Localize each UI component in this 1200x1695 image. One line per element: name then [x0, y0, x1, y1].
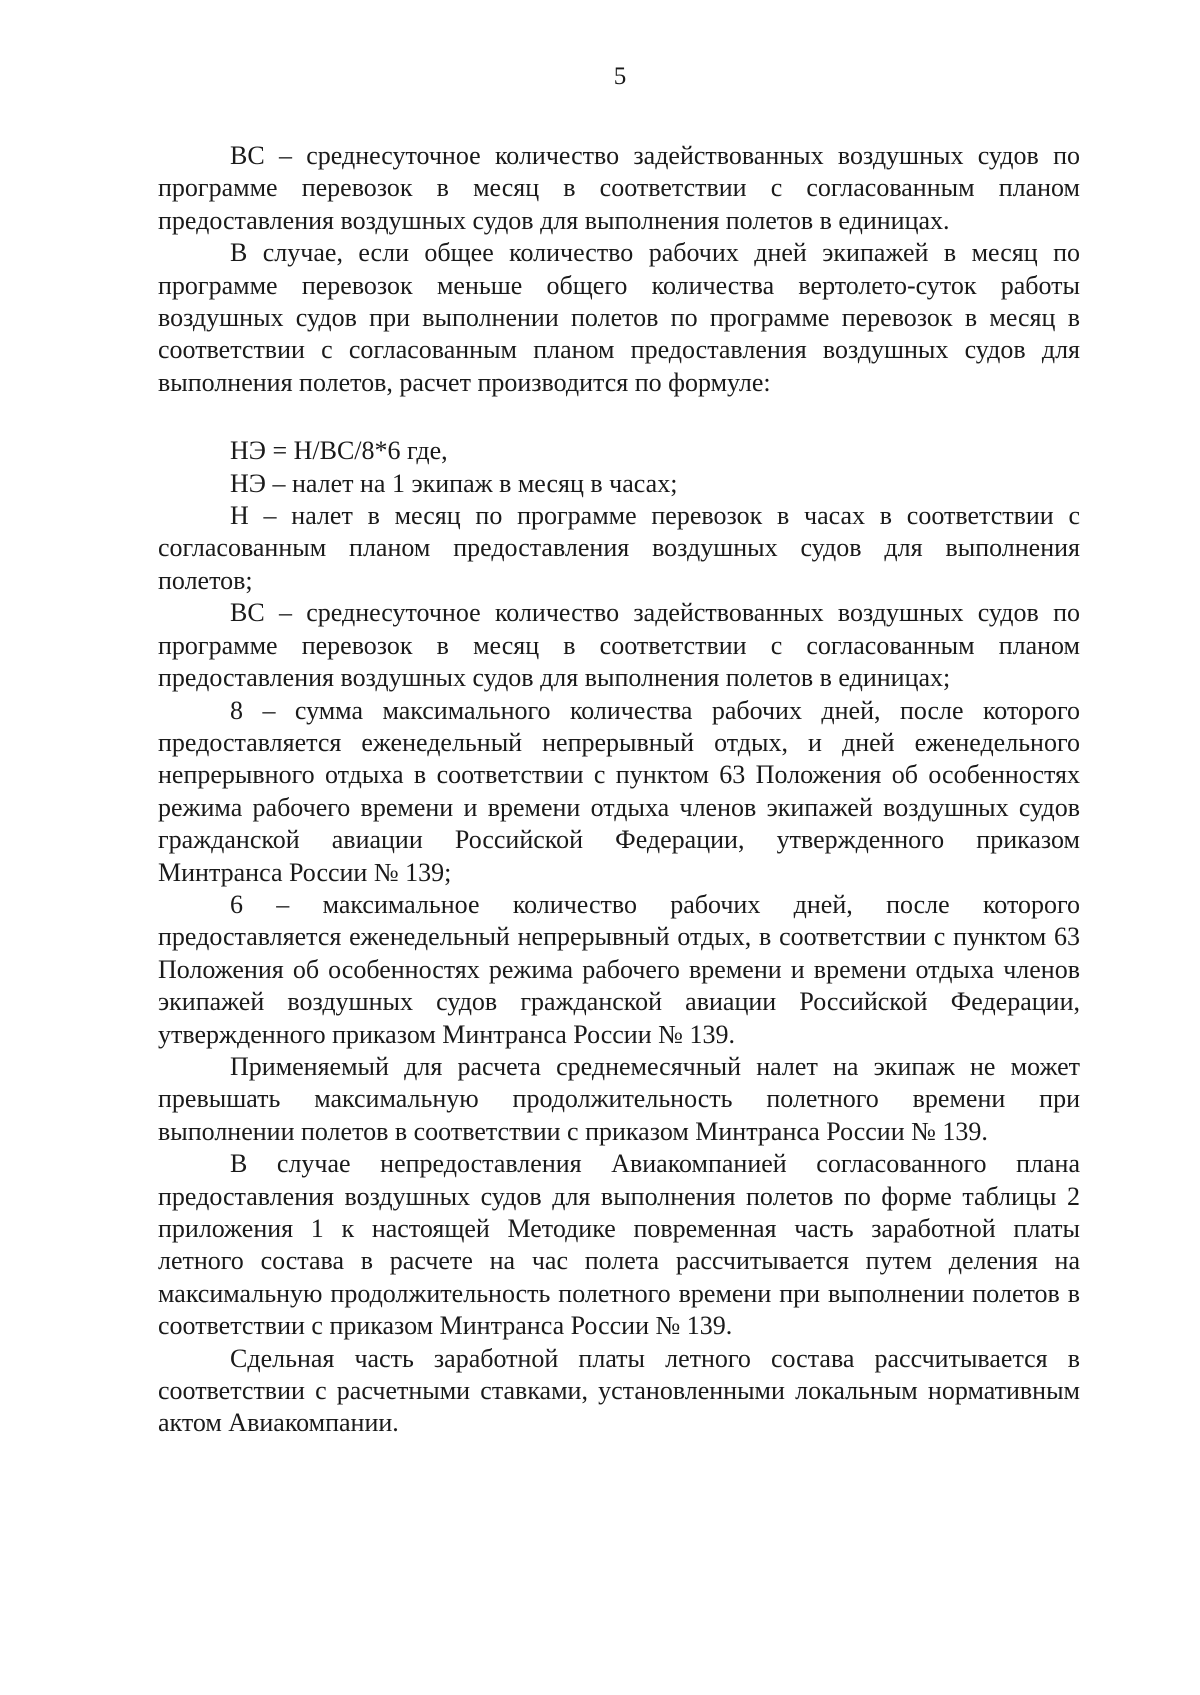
paragraph-vs-definition-repeat: ВС – среднесуточное количество задействованных воздушных судов по программе перевозок в месяц в соответствии с согласованным планом предоставления воздушных судов для выполнения полетов в единицах; — [158, 598, 1080, 693]
paragraph-piecework-pay: Сдельная часть заработной платы летного состава рассчитывается в соответствии с расчетными ставками, установленными локальным нормативным актом Авиакомпании. — [158, 1343, 1080, 1438]
page-number: 5 — [613, 63, 627, 90]
paragraph-no-plan-case: В случае непредоставления Авиакомпанией согласованного плана предоставления воздушных судов для выполнения полетов по форме таблицы 2 приложения 1 к настоящей Методике повременная часть заработной платы летного состава в расчете на час полета рассчитывается путем деления на максимальную продолжительность полетного времени при выполнении полетов в соответствии с приказом Минтранса России № 139. — [158, 1149, 1080, 1341]
formula-line: НЭ = Н/ВС/8*6 где, — [230, 436, 448, 466]
paragraph-calculation-condition: В случае, если общее количество рабочих дней экипажей в месяц по программе перевозок меньше общего количества вертолето-суток работы воздушных судов при выполнении полетов по программе перевозок в месяц в соответствии с согласованным планом предоставления воздушных судов для выполнения полетов, расчет производится по формуле: — [158, 238, 1080, 397]
paragraph-n-definition: Н – налет в месяц по программе перевозок в часах в соответствии с согласованным планом предоставления воздушных судов для выполнения полетов; — [158, 501, 1080, 595]
paragraph-ne-definition: НЭ – налет на 1 экипаж в месяц в часах; — [230, 468, 678, 498]
paragraph-vs-definition: ВС – среднесуточное количество задействованных воздушных судов по программе перевозок в месяц в соответствии с согласованным планом предоставления воздушных судов для выполнения полетов в единицах. — [158, 141, 1080, 235]
paragraph-monthly-limit: Применяемый для расчета среднемесячный налет на экипаж не может превышать максимальную продолжительность полетного времени при выполнении полетов в соответствии с приказом Минтранса России № 139. — [158, 1051, 1080, 1146]
document-body — [158, 140, 1080, 1440]
paragraph-eight-definition: 8 – сумма максимального количества рабочих дней, после которого предоставляется еженедельный непрерывный отдых, и дней еженедельного непрерывного отдыха в соответствии с пунктом 63 Положения об особенностях режима рабочего времени и времени отдыха членов экипажей воздушных судов гражданской авиации Российской Федерации, утвержденного приказом Минтранса России № 139; — [158, 695, 1080, 887]
paragraph-six-definition: 6 – максимальное количество рабочих дней, после которого предоставляется еженедельный непрерывный отдых, в соответствии с пунктом 63 Положения об особенностях режима рабочего времени и времени отдыха членов экипажей воздушных судов гражданской авиации Российской Федерации, утвержденного приказом Минтранса России № 139. — [158, 889, 1080, 1049]
